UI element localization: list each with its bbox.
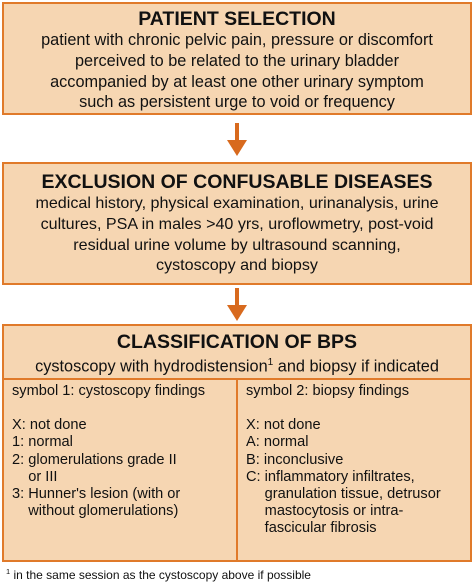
- footnote: [6, 567, 311, 582]
- subtitle-text: cystoscopy with hydrodistension: [35, 357, 268, 376]
- footnote-marker: 1: [6, 567, 11, 576]
- exclusion-line: residual urine volume by ultrasound scanning,: [73, 235, 401, 254]
- cystoscopy-findings-heading: symbol 1: cystoscopy findings: [12, 383, 206, 399]
- biopsy-findings-column: [238, 379, 470, 560]
- patient-selection-line: perceived to be related to the urinary bladder: [74, 51, 400, 70]
- patient-selection-text: [4, 30, 470, 113]
- list-item: X: not done: [246, 417, 321, 434]
- footnote-marker: 1: [267, 357, 274, 368]
- exclusion-line: cultures, PSA in males >40 yrs, uroflowmetry, post-void: [40, 214, 434, 233]
- list-item: 2: glomerulations grade II or III: [12, 451, 177, 485]
- down-arrow-icon: [225, 288, 249, 322]
- subtitle-text: and biopsy if indicated: [273, 357, 439, 376]
- biopsy-findings-heading: symbol 2: biopsy findings: [246, 383, 410, 399]
- exclusion-title: EXCLUSION OF CONFUSABLE DISEASES: [41, 171, 433, 193]
- list-item: 3: Hunner's lesion (with or without glomerulations): [12, 486, 181, 520]
- exclusion-line: cystoscopy and biopsy: [156, 256, 318, 275]
- classification-title: CLASSIFICATION OF BPS: [116, 331, 358, 353]
- exclusion-box: [2, 162, 472, 285]
- patient-selection-line: patient with chronic pelvic pain, pressure or discomfort: [41, 31, 433, 49]
- exclusion-line: medical history, physical examination, urinanalysis, urine: [35, 194, 439, 212]
- patient-selection-line: accompanied by at least one other urinary symptom: [50, 72, 424, 91]
- classification-subtitle: [4, 353, 470, 377]
- patient-selection-box: [2, 2, 472, 115]
- patient-selection-line: such as persistent urge to void or frequency: [79, 93, 395, 112]
- list-item: B: inconclusive: [246, 451, 344, 468]
- exclusion-text: [4, 193, 470, 276]
- down-arrow-icon: [225, 123, 249, 157]
- list-item: A: normal: [246, 434, 309, 451]
- patient-selection-title: PATIENT SELECTION: [138, 8, 336, 30]
- list-item: X: not done: [12, 417, 87, 434]
- footnote-text: in the same session as the cystoscopy above if possible: [10, 568, 311, 582]
- classification-box: [2, 324, 472, 562]
- list-item: 1: normal: [12, 434, 73, 451]
- list-item: C: inflammatory infiltrates, granulation tissue, detrusor mastocytosis or intra-fascicular fibrosis: [246, 468, 441, 537]
- cystoscopy-findings-column: [4, 379, 238, 560]
